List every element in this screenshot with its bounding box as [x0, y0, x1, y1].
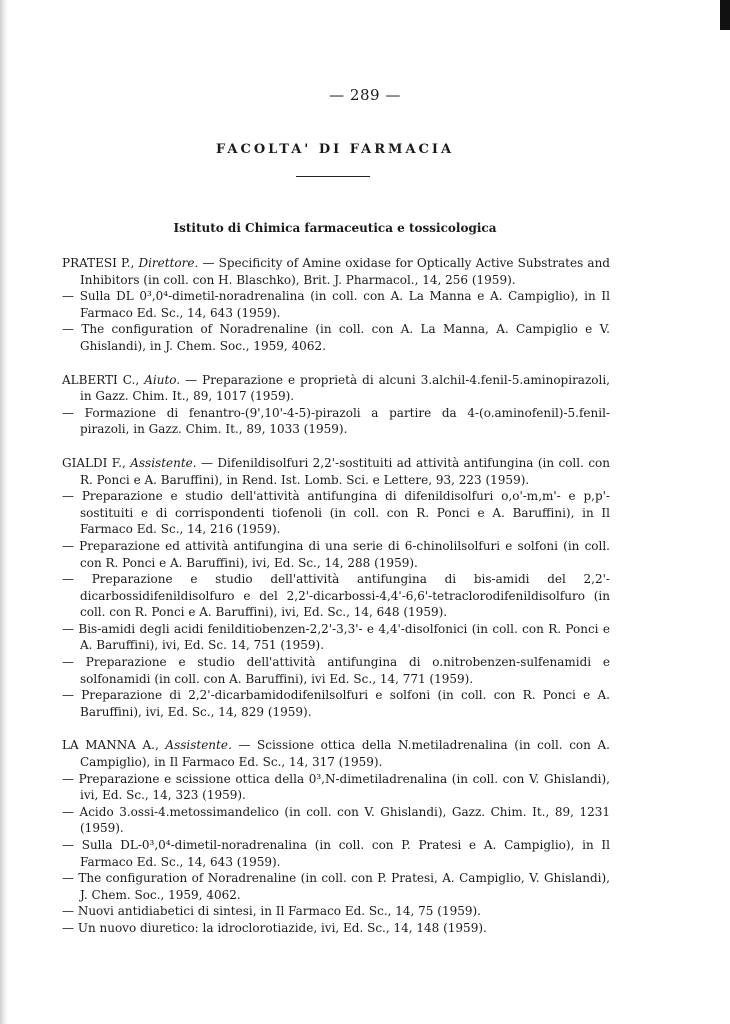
- author-role: Assistente.: [165, 738, 232, 753]
- author-role: Assistente.: [130, 455, 197, 470]
- publication-entry: — Un nuovo diuretico: la idroclorotiazide, ivi, Ed. Sc., 14, 148 (1959).: [62, 920, 487, 935]
- publication-text: Preparazione e studio dell'attività antifungina di difenildisolfuri o,o'-m,m'- e p,p'-sostituiti e di corrispondenti tiofenoli (in coll. con R. Ponci e A. Baruffini), in Il Farmaco Ed. Sc., 14, 216 (1959).: [80, 489, 610, 537]
- publication-entry: — The configuration of Noradrenaline (in coll. con A. La Manna, A. Campiglio e V. Ghislandi), in J. Chem. Soc., 1959, 4062.: [62, 322, 610, 353]
- publication-entry: — Preparazione e studio dell'attività antifungina di difenildisolfuri o,o'-m,m'- e p,p'-sostituiti e di corrispondenti tiofenoli (in coll. con R. Ponci e A. Baruffini), in Il Farmaco Ed. Sc., 14, 216 (1959).: [62, 489, 610, 537]
- publication-entry: GIALDI F., Assistente. — Difenildisolfuri 2,2'-sostituiti ad attività antifungina (in coll. con R. Ponci e A. Baruffini), in Rend. Ist. Lomb. Sci. e Lettere, 93, 223 (1959).: [62, 455, 610, 487]
- publication-text: The configuration of Noradrenaline (in coll. con A. La Manna, A. Campiglio e V. Ghislandi), in J. Chem. Soc., 1959, 4062.: [80, 322, 610, 353]
- publication-text: Acido 3.ossi-4.metossimandelico (in coll. con V. Ghislandi), Gazz. Chim. It., 89, 1231 (1959).: [79, 804, 610, 836]
- publication-entry: — Preparazione ed attività antifungina di una serie di 6-chinolilsolfuri e solfoni (in coll. con R. Ponci e A. Baruffini), ivi, Ed. Sc., 14, 288 (1959).: [62, 538, 610, 570]
- publication-text: Bis-amidi degli acidi fenilditiobenzen-2,2'-3,3'- e 4,4'-disolfonici (in coll. con R. Ponci e A. Baruffini), ivi, Ed. Sc. 14, 751 (1959).: [78, 621, 610, 653]
- author-block-la-manna: [62, 737, 610, 936]
- publication-text: Difenildisolfuri 2,2'-sostituiti ad attività antifungina (in coll. con R. Ponci e A. Baruffini), in Rend. Ist. Lomb. Sci. e Lettere, 93, 223 (1959).: [80, 455, 610, 487]
- author-role: Aiuto.: [144, 372, 181, 387]
- publication-text: Preparazione di 2,2'-dicarbamidodifenilsolfuri e solfoni (in coll. con R. Ponci e A. Baruffini), ivi, Ed. Sc., 14, 829 (1959).: [80, 688, 610, 719]
- publication-entry: ALBERTI C., Aiuto. — Preparazione e proprietà di alcuni 3.alchil-4.fenil-5.aminopirazoli, in Gazz. Chim. It., 89, 1017 (1959).: [62, 372, 610, 404]
- publication-entry: — Sulla DL 0³,0⁴-dimetil-noradrenalina (in coll. con A. La Manna e A. Campiglio), in Il Farmaco Ed. Sc., 14, 643 (1959).: [62, 289, 610, 320]
- faculty-title: FACOLTA' DI FARMACIA: [215, 142, 455, 157]
- publication-text: Preparazione e proprietà di alcuni 3.alchil-4.fenil-5.aminopirazoli, in Gazz. Chim. It., 89, 1017 (1959).: [80, 372, 610, 404]
- publication-entry: — Acido 3.ossi-4.metossimandelico (in coll. con V. Ghislandi), Gazz. Chim. It., 89, 1231 (1959).: [62, 804, 610, 836]
- publication-text: Nuovi antidiabetici di sintesi, in Il Farmaco Ed. Sc., 14, 75 (1959).: [77, 904, 481, 919]
- publication-text: Preparazione e studio dell'attività antifungina di o.nitrobenzen-sulfenamidi e solfonamidi (in coll. con A. Baruffini), ivi Ed. Sc., 14, 771 (1959).: [80, 655, 610, 686]
- page-number: — 289 —: [329, 86, 401, 104]
- publication-list: [62, 255, 610, 954]
- publication-entry: — Formazione di fenantro-(9',10'-4-5)-pirazoli a partire da 4-(o.aminofenil)-5.fenil-pirazoli, in Gazz. Chim. It., 89, 1033 (1959).: [62, 405, 610, 437]
- author-name: LA MANNA A.,: [62, 738, 159, 753]
- scan-corner-mark: [720, 0, 730, 30]
- publication-entry: LA MANNA A., Assistente. — Scissione ottica della N.metiladrenalina (in coll. con A. Campiglio), in Il Farmaco Ed. Sc., 14, 317 (1959).: [62, 738, 610, 770]
- publication-text: Preparazione e scissione ottica della 0³,N-dimetiladrenalina (in coll. con V. Ghislandi), ivi, Ed. Sc., 14, 323 (1959).: [78, 771, 610, 803]
- institute-title: Istituto di Chimica farmaceutica e tossicologica: [173, 221, 497, 235]
- publication-text: Un nuovo diuretico: la idroclorotiazide, ivi, Ed. Sc., 14, 148 (1959).: [77, 920, 487, 935]
- publication-text: Specificity of Amine oxidase for Optically Active Substrates and Inhibitors (in coll. con H. Blaschko), Brit. J. Pharmacol., 14, 256 (1959).: [80, 256, 610, 287]
- publication-entry: — Preparazione e scissione ottica della 0³,N-dimetiladrenalina (in coll. con V. Ghislandi), ivi, Ed. Sc., 14, 323 (1959).: [62, 771, 610, 803]
- publication-entry: — Sulla DL-0³,0⁴-dimetil-noradrenalina (in coll. con P. Pratesi e A. Campiglio), in Il Farmaco Ed. Sc., 14, 643 (1959).: [62, 838, 610, 869]
- publication-entry: — Nuovi antidiabetici di sintesi, in Il Farmaco Ed. Sc., 14, 75 (1959).: [62, 904, 481, 919]
- publication-entry: — Preparazione e studio dell'attività antifungina di o.nitrobenzen-sulfenamidi e solfonamidi (in coll. con A. Baruffini), ivi Ed. Sc., 14, 771 (1959).: [62, 655, 610, 686]
- publication-entry: — The configuration of Noradrenaline (in coll. con P. Pratesi, A. Campiglio, V. Ghislandi), J. Chem. Soc., 1959, 4062.: [62, 871, 610, 902]
- publication-text: Sulla DL-0³,0⁴-dimetil-noradrenalina (in coll. con P. Pratesi e A. Campiglio), in Il Farmaco Ed. Sc., 14, 643 (1959).: [80, 838, 610, 869]
- author-role: Direttore.: [138, 256, 199, 270]
- publication-entry: — Bis-amidi degli acidi fenilditiobenzen-2,2'-3,3'- e 4,4'-disolfonici (in coll. con R. Ponci e A. Baruffini), ivi, Ed. Sc. 14, 751 (1959).: [62, 621, 610, 653]
- author-name: PRATESI P.,: [62, 256, 135, 270]
- author-name: ALBERTI C.,: [62, 372, 140, 387]
- publication-text: Formazione di fenantro-(9',10'-4-5)-pirazoli a partire da 4-(o.aminofenil)-5.fenil-pirazoli, in Gazz. Chim. It., 89, 1033 (1959).: [80, 405, 610, 437]
- author-block-alberti: [62, 372, 610, 438]
- publication-text: Preparazione e studio dell'attività antifungina di bis-amidi del 2,2'-dicarbossidifenildisolfuro e del 2,2'-dicarbossi-4,4'-6,6'-tetraclorodifenildisolfuro (in coll. con R. Ponci e A. Baruffini), ivi, Ed. Sc., 14, 648 (1959).: [80, 572, 610, 620]
- publication-text: Sulla DL 0³,0⁴-dimetil-noradrenalina (in coll. con A. La Manna e A. Campiglio), in Il Farmaco Ed. Sc., 14, 643 (1959).: [79, 289, 610, 320]
- publication-entry: — Preparazione di 2,2'-dicarbamidodifenilsolfuri e solfoni (in coll. con R. Ponci e A. Baruffini), ivi, Ed. Sc., 14, 829 (1959).: [62, 688, 610, 719]
- author-name: GIALDI F.,: [62, 455, 126, 470]
- title-divider: [296, 176, 370, 177]
- author-block-pratesi: [62, 255, 610, 355]
- publication-entry: — Preparazione e studio dell'attività antifungina di bis-amidi del 2,2'-dicarbossidifenildisolfuro e del 2,2'-dicarbossi-4,4'-6,6'-tetraclorodifenildisolfuro (in coll. con R. Ponci e A. Baruffini), ivi, Ed. Sc., 14, 648 (1959).: [62, 572, 610, 620]
- publication-text: The configuration of Noradrenaline (in coll. con P. Pratesi, A. Campiglio, V. Ghislandi), J. Chem. Soc., 1959, 4062.: [78, 871, 610, 902]
- publication-text: Scissione ottica della N.metiladrenalina (in coll. con A. Campiglio), in Il Farmaco Ed. Sc., 14, 317 (1959).: [80, 738, 610, 770]
- publication-entry: PRATESI P., Direttore. — Specificity of Amine oxidase for Optically Active Substrates and Inhibitors (in coll. con H. Blaschko), Brit. J. Pharmacol., 14, 256 (1959).: [62, 256, 610, 287]
- author-block-gialdi: [62, 455, 610, 721]
- publication-text: Preparazione ed attività antifungina di una serie di 6-chinolilsolfuri e solfoni (in coll. con R. Ponci e A. Baruffini), ivi, Ed. Sc., 14, 288 (1959).: [79, 538, 610, 570]
